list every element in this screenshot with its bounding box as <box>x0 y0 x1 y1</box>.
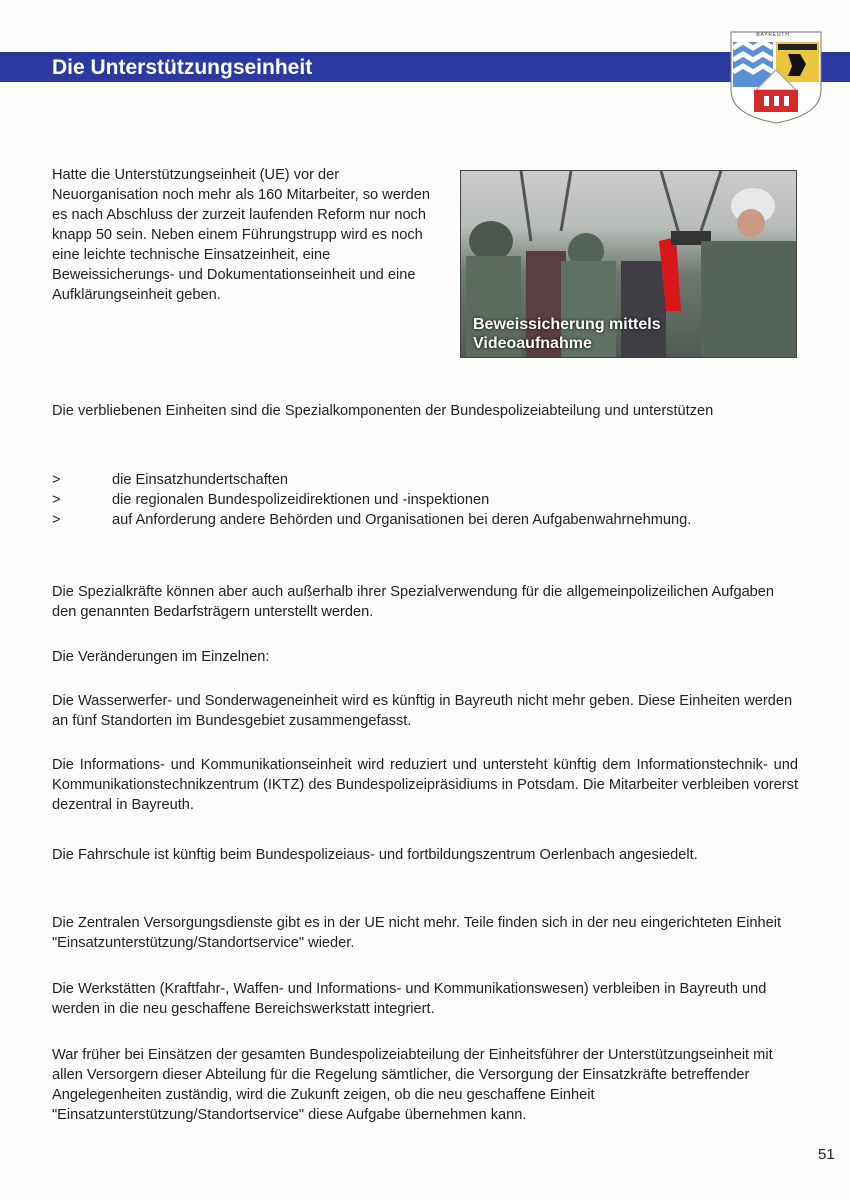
paragraph: Die Fahrschule ist künftig beim Bundespolizeiaus- und fortbildungszentrum Oerlenbach angesiedelt. <box>52 847 698 863</box>
list-item-text: auf Anforderung andere Behörden und Organisationen bei deren Aufgabenwahrnehmung. <box>112 512 692 528</box>
list-item-text: die regionalen Bundespolizeidirektionen und -inspektionen <box>112 492 490 508</box>
list-item-text: die Einsatzhundertschaften <box>112 472 289 488</box>
paragraph: War früher bei Einsätzen der gesamten Bundespolizeiabteilung der Einheitsführer der Unterstützungseinheit mit allen Versorgern dieser Abteilung für die Regelung sämtlicher, die Versorgung der Einsatzkräfte betreffender Angelegenheiten zuständig, wird die Zukunft zeigen, ob die neu geschaffene Einheit "Einsatzunterstützung/Standortservice" diese Aufgabe übernehmen kann. <box>52 1047 773 1123</box>
paragraph: Die verbliebenen Einheiten sind die Spezialkomponenten der Bundespolizeiabteilung und unterstützen <box>52 403 714 419</box>
paragraph: Die Wasserwerfer- und Sonderwageneinheit wird es künftig in Bayreuth nicht mehr geben. Diese Einheiten werden an fünf Standorten im Bundesgebiet zusammengefasst. <box>52 693 793 729</box>
paragraph: Die Werkstätten (Kraftfahr-, Waffen- und Informations- und Kommunikationswesen) verbleiben in Bayreuth und werden in die neu geschaffene Bereichswerkstatt integriert. <box>52 981 767 1017</box>
paragraph: Die Veränderungen im Einzelnen: <box>52 649 270 665</box>
page-number: 51 <box>818 1146 835 1163</box>
page-title: Die Unterstützungseinheit <box>52 56 313 79</box>
paragraph: Die Spezialkräfte können aber auch außerhalb ihrer Spezialverwendung für die allgemeinpolizeilichen Aufgaben den genannten Bedarfsträgern unterstellt werden. <box>52 584 775 620</box>
crest-logo <box>726 30 826 125</box>
photo-caption <box>473 315 661 353</box>
bullet-marker: > <box>52 472 61 488</box>
bullet-marker: > <box>52 512 61 528</box>
caption-line-1: Beweissicherung mittels <box>473 316 661 333</box>
list-item <box>52 470 798 490</box>
caption-line-2: Videoaufnahme <box>473 335 592 352</box>
bullet-list <box>52 470 798 530</box>
list-item <box>52 510 798 530</box>
paragraph: Die Informations- und Kommunikationseinheit wird reduziert und untersteht künftig dem Informationstechnik- und Kommunikationstechnikzentrum (IKTZ) des Bundespolizeipräsidiums in Potsdam. Die Mitarbeiter verbleiben vorerst dezentral in Bayreuth. <box>52 757 798 813</box>
list-item <box>52 490 798 510</box>
photo-video-recording <box>460 170 797 358</box>
paragraph: Die Zentralen Versorgungsdienste gibt es in der UE nicht mehr. Teile finden sich in der neu eingerichteten Einheit "Einsatzunterstützung/Standortservice" wieder. <box>52 915 782 951</box>
crest-text: BAYREUTH <box>756 32 790 38</box>
bullet-marker: > <box>52 492 61 508</box>
intro-paragraph: Hatte die Unterstützungseinheit (UE) vor der Neuorganisation noch mehr als 160 Mitarbeiter, so werden es nach Abschluss der zurzeit laufenden Reform nur noch knapp 50 sein. Neben einem Führungstrupp wird es noch eine leichte technische Einsatzeinheit, eine Beweissicherungs- und Dokumentationseinheit und eine Aufklärungseinheit geben. <box>52 167 431 303</box>
